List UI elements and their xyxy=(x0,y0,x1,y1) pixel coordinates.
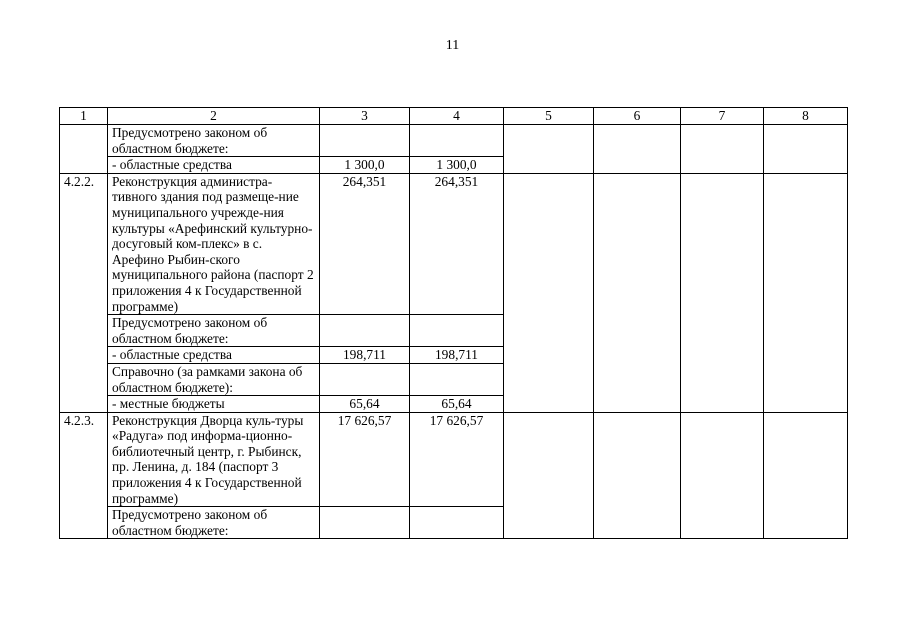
row-number-cell xyxy=(60,125,108,174)
value-cell xyxy=(320,125,410,157)
description-cell: - областные средства xyxy=(108,347,320,364)
value-cell: 17 626,57 xyxy=(410,412,504,507)
empty-cell xyxy=(764,412,848,539)
description-cell: - местные бюджеты xyxy=(108,396,320,413)
value-cell: 65,64 xyxy=(320,396,410,413)
value-cell xyxy=(410,363,504,395)
table-header-row xyxy=(60,108,848,125)
page-number: 11 xyxy=(445,38,460,53)
table-row xyxy=(60,125,848,157)
empty-cell xyxy=(504,125,594,174)
description-cell: Реконструкция Дворца куль-туры «Радуга» под информа-ционно-библиотечный центр, г. Рыбинск, пр. Ленина, д. 184 (паспорт 3 приложения 4 к Государственной программе) xyxy=(108,412,320,507)
value-cell: 1 300,0 xyxy=(320,157,410,174)
header-cell: 4 xyxy=(410,108,504,125)
description-cell: Реконструкция администра-тивного здания под размеще-ние муниципального учрежде-ния культуры «Арефинский культурно-досуговый ком-плекс» в с. Арефино Рыбин-ского муниципального района (паспорт 2 приложения 4 к Государственной программе) xyxy=(108,173,320,314)
table-row xyxy=(60,412,848,507)
empty-cell xyxy=(594,173,681,412)
empty-cell xyxy=(764,125,848,174)
header-cell: 5 xyxy=(504,108,594,125)
value-cell xyxy=(410,125,504,157)
empty-cell xyxy=(504,412,594,539)
header-cell: 6 xyxy=(594,108,681,125)
empty-cell xyxy=(681,173,764,412)
empty-cell xyxy=(681,125,764,174)
description-cell: - областные средства xyxy=(108,157,320,174)
header-cell: 3 xyxy=(320,108,410,125)
value-cell xyxy=(410,507,504,539)
value-cell: 264,351 xyxy=(320,173,410,314)
empty-cell xyxy=(594,412,681,539)
empty-cell xyxy=(594,125,681,174)
value-cell xyxy=(320,315,410,347)
value-cell: 17 626,57 xyxy=(320,412,410,507)
budget-table xyxy=(59,107,848,539)
description-cell: Предусмотрено законом об областном бюджете: xyxy=(108,125,320,157)
value-cell: 65,64 xyxy=(410,396,504,413)
description-cell: Предусмотрено законом об областном бюджете: xyxy=(108,315,320,347)
value-cell: 198,711 xyxy=(410,347,504,364)
row-number-cell: 4.2.2. xyxy=(60,173,108,412)
value-cell: 1 300,0 xyxy=(410,157,504,174)
empty-cell xyxy=(504,173,594,412)
value-cell xyxy=(410,315,504,347)
row-number-cell: 4.2.3. xyxy=(60,412,108,539)
description-cell: Справочно (за рамками закона об областном бюджете): xyxy=(108,363,320,395)
header-cell: 7 xyxy=(681,108,764,125)
empty-cell xyxy=(681,412,764,539)
empty-cell xyxy=(764,173,848,412)
header-cell: 8 xyxy=(764,108,848,125)
value-cell xyxy=(320,507,410,539)
header-cell: 2 xyxy=(108,108,320,125)
value-cell: 198,711 xyxy=(320,347,410,364)
description-cell: Предусмотрено законом об областном бюджете: xyxy=(108,507,320,539)
table-row xyxy=(60,173,848,314)
value-cell: 264,351 xyxy=(410,173,504,314)
value-cell xyxy=(320,363,410,395)
header-cell: 1 xyxy=(60,108,108,125)
